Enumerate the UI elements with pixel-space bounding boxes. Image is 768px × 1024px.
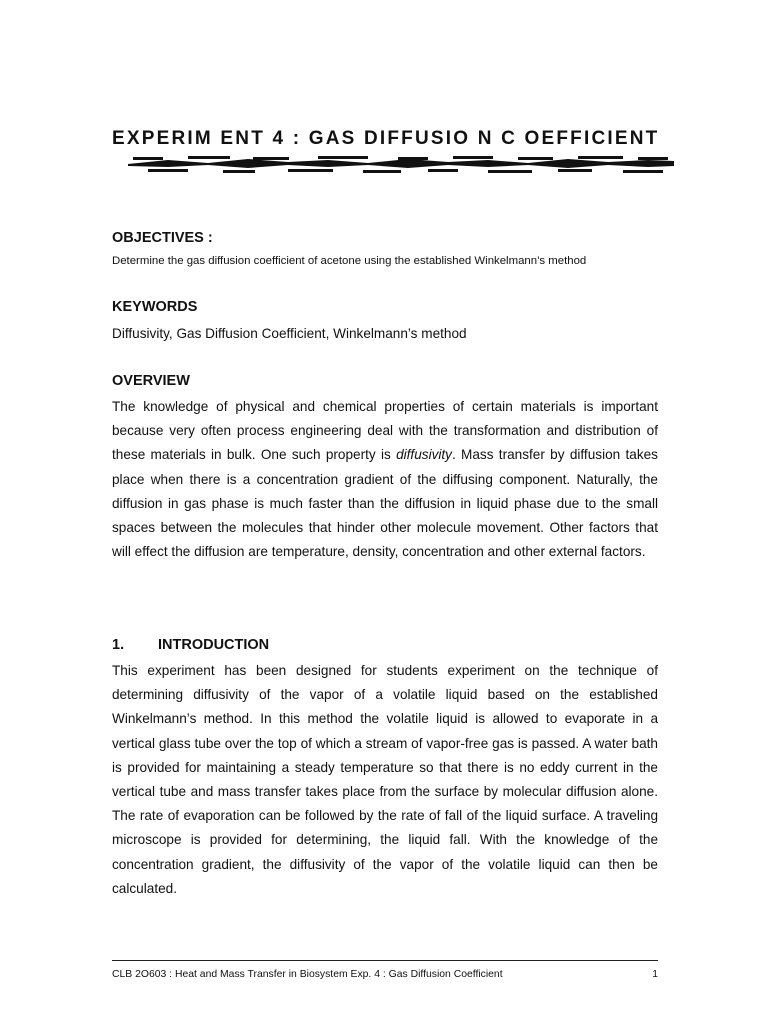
document-page — [112, 0, 658, 1024]
page-number: 1 — [652, 969, 658, 980]
objectives-heading: OBJECTIVES : — [112, 230, 213, 246]
overview-paragraph — [112, 395, 658, 564]
section-number: 1. — [112, 637, 125, 653]
footer-divider — [112, 960, 658, 961]
overview-text-part2: . Mass transfer by diffusion takes place when there is a concentration gradient of the diffusing component. Naturally, the diffusion in gas phase is much faster than the diffusion in liquid phase due to the small spaces between the molecules that hinder other molecule movement. Other factors that will effect the diffusion are temperature, density, concentration and other external factors. — [112, 447, 658, 560]
section-title: INTRODUCTION — [158, 637, 270, 653]
page-footer — [112, 969, 658, 980]
document-title: EXPERIM ENT 4 : GAS DIFFUSIO N C OEFFICIENT — [112, 128, 660, 149]
overview-text-part1: The knowledge of physical and chemical properties of certain materials is important because very often process engineering deal with the transformation and distribution of these materials in bulk. One such property is — [112, 399, 658, 463]
keywords-text: Diffusivity, Gas Diffusion Coefficient, Winkelmann’s method — [112, 326, 467, 341]
keywords-heading: KEYWORDS — [112, 299, 198, 315]
overview-heading: OVERVIEW — [112, 373, 190, 389]
decorative-title-rule — [128, 154, 674, 174]
footer-course-title: CLB 2O603 : Heat and Mass Transfer in Biosystem Exp. 4 : Gas Diffusion Coefficient — [112, 969, 503, 980]
overview-emphasis: diffusivity — [396, 447, 452, 463]
introduction-heading — [112, 637, 269, 653]
introduction-paragraph: This experiment has been designed for students experiment on the technique of determining diffusivity of the vapor of a volatile liquid based on the established Winkelmann’s method. In this method the volatile liquid is allowed to evaporate in a vertical glass tube over the top of which a stream of vapor-free gas is passed. A water bath is provided for maintaining a steady temperature so that there is no eddy current in the vertical tube and mass transfer takes place from the surface by molecular diffusion alone. The rate of evaporation can be followed by the rate of fall of the liquid surface. A traveling microscope is provided for determining, the liquid fall. With the knowledge of the concentration gradient, the diffusivity of the vapor of the volatile liquid can then be calculated. — [112, 663, 658, 896]
objectives-text: Determine the gas diffusion coefficient of acetone using the established Winkelmann’s method — [112, 255, 587, 267]
